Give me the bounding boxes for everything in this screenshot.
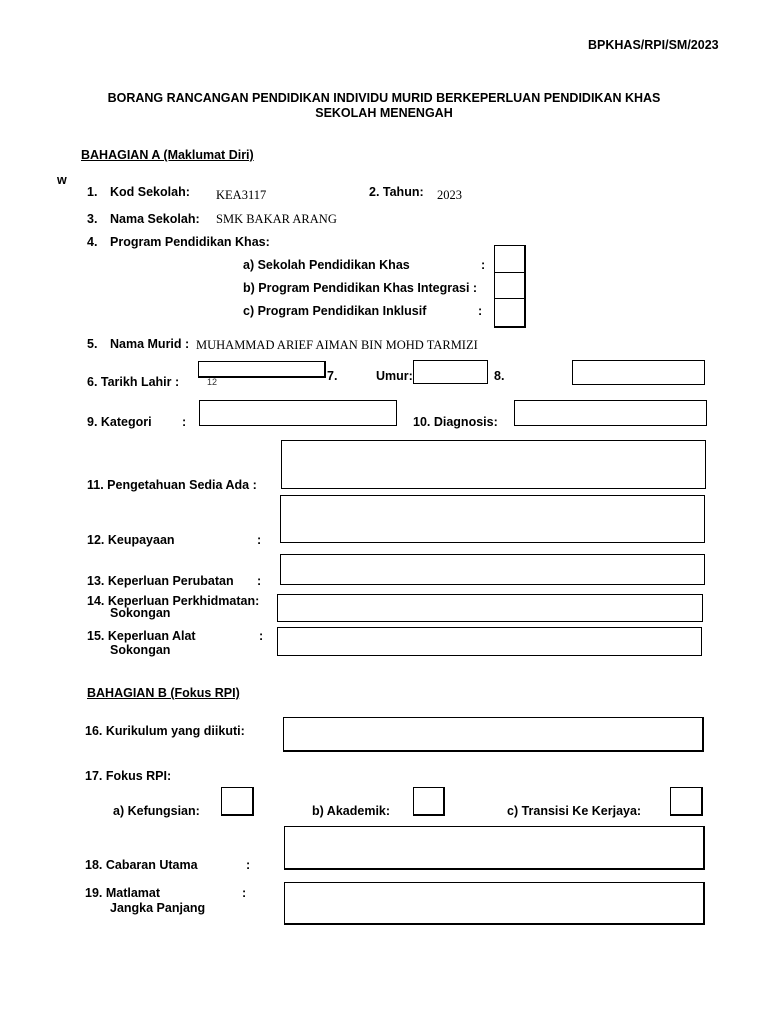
document-code: BPKHAS/RPI/SM/2023	[588, 38, 719, 52]
keupayaan-label: 12. Keupayaan	[87, 533, 175, 547]
form-title-line-1: BORANG RANCANGAN PENDIDIKAN INDIVIDU MURID BERKEPERLUAN PENDIDIKAN KHAS	[107, 91, 661, 105]
matlamat-jangka-panjang-field[interactable]	[284, 882, 705, 925]
section-b-heading: BAHAGIAN B (Fokus RPI)	[87, 686, 240, 700]
option-c-colon: :	[478, 304, 483, 318]
diagnosis-field[interactable]	[514, 400, 707, 426]
kod-sekolah-value[interactable]: KEA3117	[216, 188, 267, 202]
section-a-heading: BAHAGIAN A (Maklumat Diri)	[81, 148, 254, 162]
keupayaan-field[interactable]	[280, 495, 705, 543]
keupayaan-colon: :	[257, 533, 262, 547]
akademik-checkbox[interactable]	[413, 787, 445, 816]
field-1-number: 1.	[87, 185, 98, 199]
tarikh-lahir-label: 6. Tarikh Lahir :	[87, 375, 180, 389]
field-5-number: 5.	[87, 337, 98, 351]
umur-field[interactable]	[413, 360, 488, 384]
option-sekolah-pendidikan-khas-label: a) Sekolah Pendidikan Khas	[243, 258, 410, 272]
keperluan-alat-label-2: Sokongan	[110, 643, 171, 657]
nama-sekolah-value[interactable]: SMK BAKAR ARANG	[216, 212, 337, 226]
checkbox-sekolah-pendidikan-khas[interactable]	[494, 245, 526, 274]
program-pendidikan-khas-label: Program Pendidikan Khas:	[110, 235, 270, 249]
cabaran-utama-colon: :	[246, 858, 251, 872]
kurikulum-field[interactable]	[283, 717, 704, 752]
kategori-colon: :	[182, 415, 187, 429]
option-program-inklusif-label: c) Program Pendidikan Inklusif	[243, 304, 427, 318]
cabaran-utama-label: 18. Cabaran Utama	[85, 858, 198, 872]
keperluan-perubatan-colon: :	[257, 574, 262, 588]
matlamat-label-2: Jangka Panjang	[110, 901, 206, 915]
nama-sekolah-label: Nama Sekolah:	[110, 212, 200, 226]
keperluan-alat-label: 15. Keperluan Alat	[87, 629, 196, 643]
form-title-line-2: SEKOLAH MENENGAH	[315, 106, 453, 120]
option-a-colon: :	[481, 258, 486, 272]
checkbox-program-integrasi[interactable]	[494, 272, 526, 300]
transisi-kerjaya-checkbox[interactable]	[670, 787, 703, 816]
checkbox-program-inklusif[interactable]	[494, 298, 526, 328]
keperluan-alat-colon: :	[259, 629, 264, 643]
tarikh-lahir-partial-text: 12	[207, 377, 218, 387]
matlamat-colon: :	[242, 886, 247, 900]
akademik-label: b) Akademik:	[312, 804, 391, 818]
cabaran-utama-field[interactable]	[284, 826, 705, 870]
field-4-number: 4.	[87, 235, 98, 249]
nama-murid-label: Nama Murid :	[110, 337, 190, 351]
kod-sekolah-label: Kod Sekolah:	[110, 185, 190, 199]
kurikulum-label: 16. Kurikulum yang diikuti:	[85, 724, 245, 738]
field-8-input[interactable]	[572, 360, 705, 385]
nama-murid-value[interactable]: MUHAMMAD ARIEF AIMAN BIN MOHD TARMIZI	[196, 338, 478, 352]
pengetahuan-sedia-ada-label: 11. Pengetahuan Sedia Ada :	[87, 478, 257, 492]
diagnosis-label: 10. Diagnosis:	[413, 415, 498, 429]
kategori-label: 9. Kategori	[87, 415, 152, 429]
tarikh-lahir-field[interactable]	[198, 361, 326, 378]
field-8-label: 8.	[494, 369, 505, 383]
option-program-integrasi-label: b) Program Pendidikan Khas Integrasi :	[243, 281, 478, 295]
pengetahuan-sedia-ada-field[interactable]	[281, 440, 706, 489]
transisi-kerjaya-label: c) Transisi Ke Kerjaya:	[507, 804, 642, 818]
field-7-label: 7.	[327, 369, 338, 383]
tahun-value[interactable]: 2023	[437, 188, 462, 202]
keperluan-perubatan-label: 13. Keperluan Perubatan	[87, 574, 234, 588]
keperluan-perkhidmatan-field[interactable]	[277, 594, 703, 622]
stray-mark: w	[57, 173, 67, 187]
matlamat-label: 19. Matlamat	[85, 886, 161, 900]
kefungsian-checkbox[interactable]	[221, 787, 254, 816]
keperluan-perkhidmatan-label-2: Sokongan	[110, 606, 171, 620]
keperluan-perkhidmatan-label: 14. Keperluan Perkhidmatan:	[87, 594, 260, 608]
kategori-field[interactable]	[199, 400, 397, 426]
keperluan-alat-field[interactable]	[277, 627, 702, 656]
tahun-label: 2. Tahun:	[369, 185, 424, 199]
fokus-rpi-label: 17. Fokus RPI:	[85, 769, 172, 783]
kefungsian-label: a) Kefungsian:	[113, 804, 200, 818]
umur-label: Umur:	[376, 369, 413, 383]
field-3-number: 3.	[87, 212, 98, 226]
keperluan-perubatan-field[interactable]	[280, 554, 705, 585]
